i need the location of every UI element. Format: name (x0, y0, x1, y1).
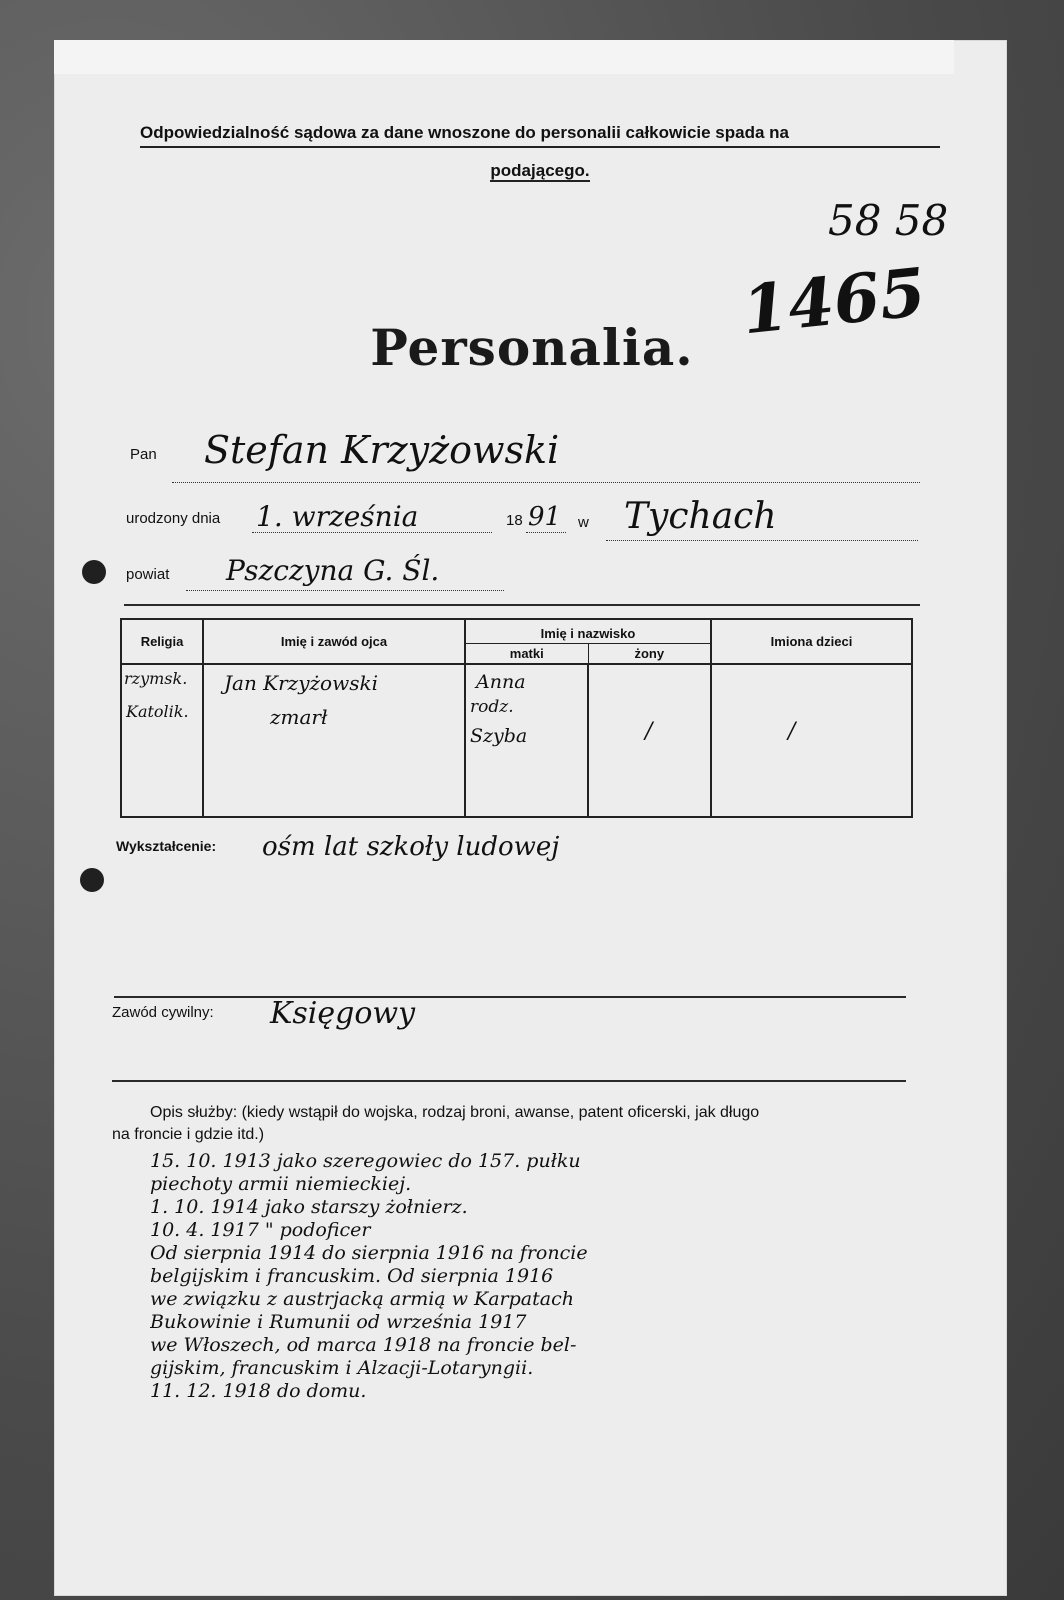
mother-line-3: Szyba (470, 725, 528, 747)
service-label-line-2: na froncie i gdzie itd.) (112, 1126, 265, 1143)
pan-label: Pan (130, 446, 157, 463)
civil-value: Księgowy (270, 996, 416, 1031)
service-label (112, 1102, 912, 1146)
mother-cell (466, 665, 589, 816)
year-line (526, 532, 566, 533)
punch-hole-upper (82, 560, 106, 584)
responsibility-header (140, 120, 940, 184)
service-line: piechoty armii niemieckiej. (150, 1173, 412, 1195)
mother-wife-header-label: Imię i nazwisko (540, 626, 636, 641)
service-label-line-1: Opis służby: (kiedy wstąpił do wojska, rodzaj broni, awanse, patent oficerski, jak długo (150, 1104, 760, 1121)
district-line (186, 590, 504, 591)
wife-subheader: żony (634, 646, 665, 661)
religion-header: Religia (121, 619, 203, 664)
table-top-rule (124, 604, 920, 606)
document-title: Personalia. (370, 318, 694, 377)
in-label: w (578, 514, 589, 531)
service-line: gijskim, francuskim i Alzacji-Lotaryngii. (150, 1357, 534, 1379)
service-line: belgijskim i francuskim. Od sierpnia 1916 (150, 1265, 554, 1287)
education-rule (114, 996, 906, 998)
archive-number-large: 1465 (738, 252, 930, 350)
archive-number-small: 58 58 (828, 196, 949, 245)
religion-cell (121, 664, 203, 817)
district-label: powiat (126, 566, 170, 583)
born-label: urodzony dnia (126, 510, 221, 527)
father-header: Imię i zawód ojca (203, 619, 465, 664)
service-line: 1. 10. 1914 jako starszy żołnierz. (150, 1196, 468, 1218)
religion-line-1: rzymsk. (124, 669, 188, 688)
wife-value: / (645, 719, 653, 744)
children-cell (711, 664, 912, 817)
civil-rule (112, 1080, 906, 1082)
pan-line (172, 482, 920, 483)
year-suffix-value: 91 (528, 502, 562, 532)
service-line: 11. 12. 1918 do domu. (150, 1380, 367, 1402)
pan-value: Stefan Krzyżowski (204, 428, 560, 472)
mother-line-1: Anna (476, 671, 526, 693)
header-line-2: podającego. (490, 161, 590, 180)
service-line: we Włoszech, od marca 1918 na froncie bel- (150, 1334, 577, 1356)
children-header: Imiona dzieci (711, 619, 912, 664)
wife-cell (589, 665, 710, 816)
religion-line-2: Katolik. (126, 702, 189, 721)
father-cell (203, 664, 465, 817)
children-value: / (788, 719, 796, 744)
service-line: 10. 4. 1917 " podoficer (150, 1219, 371, 1241)
district-value: Pszczyna G. Śl. (226, 554, 440, 587)
family-table (120, 618, 913, 818)
mother-wife-header (465, 619, 711, 664)
header-line-1: Odpowiedzialność sądowa za dane wnoszone do personalii całkowicie spada na (140, 120, 940, 148)
mother-wife-cell (465, 664, 711, 817)
mother-subheader: matki (466, 644, 589, 663)
father-line-2: zmarł (270, 705, 328, 729)
education-value: ośm lat szkoły ludowej (262, 832, 560, 862)
service-line: Bukowinie i Rumunii od września 1917 (150, 1311, 527, 1333)
service-line: we związku z austrjacką armią w Karpatach (150, 1288, 574, 1310)
born-place-line (606, 540, 918, 541)
born-place-value: Tychach (624, 496, 777, 537)
punch-hole-lower (80, 868, 104, 892)
paper-top-edge (54, 40, 954, 74)
service-line: Od sierpnia 1914 do sierpnia 1916 na froncie (150, 1242, 588, 1264)
education-label: Wykształcenie: (116, 838, 217, 854)
born-day-value: 1. września (256, 500, 419, 533)
service-description (150, 1150, 950, 1403)
year-prefix: 18 (506, 512, 523, 529)
mother-line-2: rodz. (470, 697, 514, 717)
father-line-1: Jan Krzyżowski (224, 671, 378, 695)
service-line: 15. 10. 1913 jako szeregowiec do 157. pułku (150, 1150, 581, 1172)
civil-label: Zawód cywilny: (112, 1004, 214, 1021)
